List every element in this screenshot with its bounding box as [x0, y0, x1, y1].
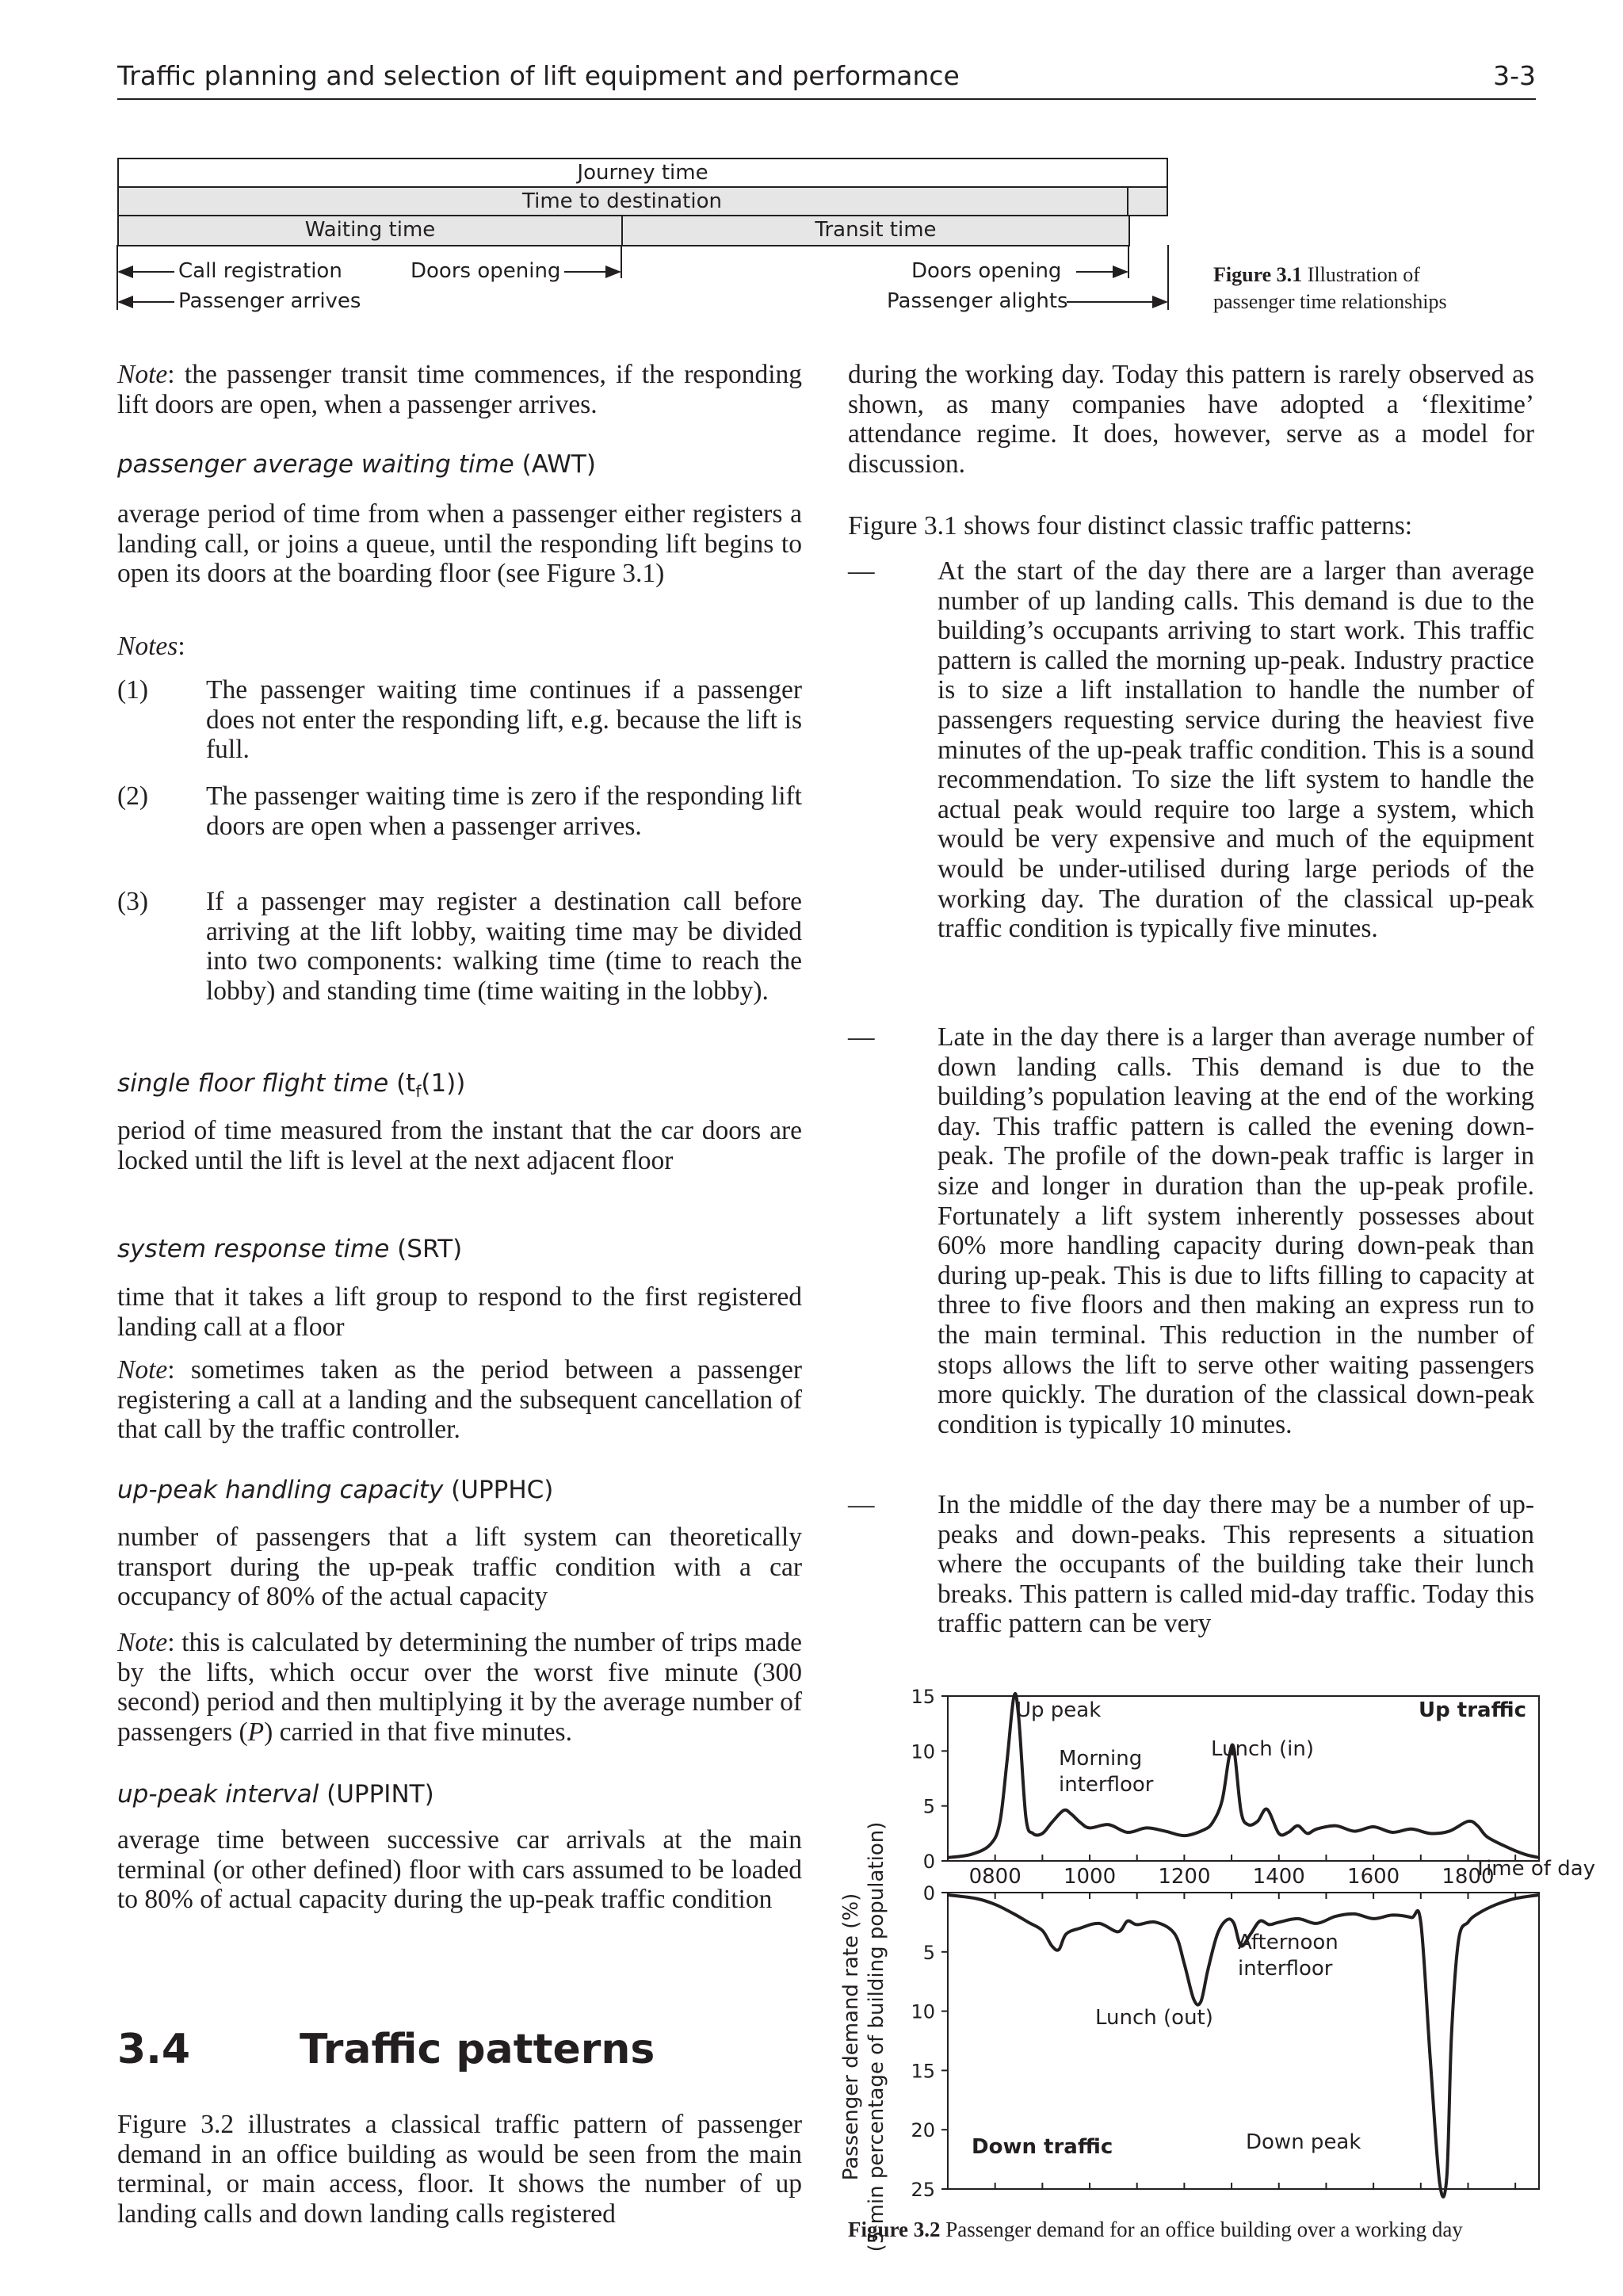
down-y-tick-label: 25 [911, 2179, 935, 2201]
doors-opening-label-1: Doors opening [411, 259, 561, 283]
bullet-3-text: In the middle of the day there may be a number of up-peaks and down-peaks. This represents a situation where the occupants of the building take their lunch breaks. This pattern is called mid-day traffic. Today this traffic pattern can be very [938, 1490, 1534, 1639]
annotation-down-peak: Down peak [1246, 2130, 1361, 2154]
figure-3-1-caption [1213, 262, 1447, 315]
figure-3-2-caption-label: Figure 3.2 [848, 2218, 941, 2241]
call-registration-label: Call registration [178, 259, 342, 283]
awt-term-abbr: (AWT) [521, 450, 596, 479]
chart-frame [911, 1686, 1539, 2201]
srt-note-text: : sometimes taken as the period between a passenger registering a call at a landing and the subsequent cancellation of that call by the traffic controller. [117, 1355, 802, 1445]
srt-term-abbr: (SRT) [397, 1235, 463, 1263]
transit-time-bar [621, 215, 1130, 246]
annotation-lunch-in: Lunch (in) [1211, 1737, 1315, 1761]
time-to-destination-label: Time to destination [522, 189, 722, 213]
srt-term-name: system response time [117, 1235, 390, 1263]
upphc-note-label: Note [117, 1628, 168, 1657]
header-rule [117, 98, 1536, 100]
x-tick-label: 0800 [968, 1865, 1022, 1889]
down-y-tick-label: 0 [922, 1882, 935, 1904]
y-axis-title-line2: (5 min percentage of building population) [865, 1821, 888, 2252]
srt-term [117, 1235, 462, 1263]
section-paragraph: Figure 3.2 illustrates a classical traffic pattern of passenger demand in an office building as would be seen from the main terminal, or main access, floor. It shows the number of up landing calls and down landing calls registered [117, 2110, 802, 2229]
sfft-definition: period of time measured from the instant that the car doors are locked until the lift is level at the next adjacent floor [117, 1116, 802, 1175]
upphc-note [117, 1628, 802, 1747]
notes-heading [117, 632, 276, 662]
notes-label: Notes [117, 632, 178, 661]
up-y-tick-label: 15 [911, 1686, 935, 1708]
sfft-symbol-close: (1)) [421, 1069, 466, 1098]
bullet-2-text: Late in the day there is a larger than average number of down landing calls. This demand is due to the building’s population leaving at the end of the working day. This traffic pattern is called the evening down-peak. The profile of the down-peak traffic is larger in size and longer in duration than the up-peak profile. Fortunately a lift system inherently possesses about 60% more handling capacity during down-peak than during up-peak. This is due to lifts filling to capacity at three to five floors and then making an express run to the main terminal. This reduction in the number of stops allows the lift to serve other waiting passengers more quickly. The duration of the classical down-peak condition is typically 10 minutes. [938, 1022, 1534, 1439]
section-title: Traffic patterns [300, 2026, 655, 2073]
note-3-number: (3) [117, 887, 149, 916]
x-tick-label: 1800 [1442, 1865, 1495, 1889]
down-y-tick-label: 15 [911, 2060, 935, 2083]
doors-opening-label-2: Doors opening [911, 259, 1062, 283]
section-number: 3.4 [117, 2026, 191, 2073]
down-y-tick-label: 10 [911, 2000, 935, 2023]
sfft-symbol-sub: f [415, 1082, 422, 1102]
sfft-symbol [396, 1069, 466, 1102]
note-3-text: If a passenger may register a destination call before arriving at the lift lobby, waiting time may be divided into two components: walking time (time to reach the lobby) and standing time (time waiting in the lobby). [206, 887, 802, 1006]
annotation-morning-line2: interfloor [1059, 1773, 1154, 1797]
sfft-term [117, 1069, 465, 1101]
note-2-number: (2) [117, 781, 149, 811]
patterns-intro: Figure 3.1 shows four distinct classic traffic patterns: [848, 511, 1413, 541]
down-y-tick-label: 5 [922, 1941, 935, 1964]
annotation-lunch-out: Lunch (out) [1095, 2006, 1213, 2030]
annotation-up-peak: Up peak [1016, 1698, 1102, 1722]
bullet-3-dash: — [848, 1490, 875, 1519]
figure-3-1-caption-label: Figure 3.1 [1213, 263, 1303, 286]
waiting-time-label: Waiting time [304, 218, 436, 242]
x-tick-label: 1600 [1347, 1865, 1400, 1889]
awt-definition: average period of time from when a passenger either registers a landing call, or joins a queue, until the responding lift begins to open its doors at the boarding floor (see Figure 3.1) [117, 499, 802, 589]
awt-term-name: passenger average waiting time [117, 450, 514, 479]
awt-term [117, 450, 596, 479]
page-number: 3-3 [1493, 60, 1536, 91]
uppint-definition: average time between successive car arrivals at the main terminal (or other defined) floor with cars assumed to be loaded to 80% of actual capacity during the up-peak traffic condition [117, 1825, 802, 1915]
figure-3-2-caption [848, 2218, 1463, 2242]
srt-note-label: Note [117, 1355, 168, 1385]
srt-definition: time that it takes a lift group to respond to the first registered landing call at a floor [117, 1282, 802, 1342]
annotation-down-traffic: Down traffic [972, 2135, 1113, 2159]
journey-time-label: Journey time [577, 161, 708, 185]
journey-time-bar [117, 158, 1168, 188]
figure-3-1-caption-line1: Illustration of [1307, 263, 1420, 286]
upphc-definition: number of passengers that a lift system can theoretically transport during the up-peak traffic condition with a car occupancy of 80% of the actual capacity [117, 1522, 802, 1612]
annotation-afternoon-line2: interfloor [1238, 1957, 1333, 1981]
note-2-text: The passenger waiting time is zero if the responding lift doors are open when a passenger arrives. [206, 781, 802, 841]
uppint-term-abbr: (UPPINT) [327, 1780, 434, 1809]
x-tick-label: 1400 [1252, 1865, 1305, 1889]
up-y-tick-label: 0 [922, 1851, 935, 1873]
y-axis-title-line1: Passenger demand rate (%) [839, 1893, 863, 2181]
transit-note [117, 360, 802, 419]
notes-colon: : [178, 632, 185, 661]
down-y-tick-label: 20 [911, 2119, 935, 2142]
annotation-up-traffic: Up traffic [1419, 1698, 1526, 1722]
x-tick-label: 1000 [1063, 1865, 1117, 1889]
note-1-text: The passenger waiting time continues if a passenger does not enter the responding lift, e.g. because the lift is full. [206, 675, 802, 765]
bullet-1-text: At the start of the day there are a larger than average number of up landing calls. This demand is due to the building’s occupants arriving to start work. This traffic pattern is called the morning up-peak. Industry practice is to size a lift installation to handle the number of passengers requesting service during the heaviest five minutes of the up-peak traffic condition. This is a sound recommendation. To size the lift system to handle the actual peak would require too large a system, which would be very expensive and much of the equipment would be under-utilised during large periods of the working day. The duration of the classical up-peak traffic condition is typically five minutes. [938, 556, 1534, 944]
note-1-number: (1) [117, 675, 149, 705]
sfft-term-name: single floor flight time [117, 1069, 389, 1098]
sfft-symbol-open: (t [396, 1069, 416, 1098]
transit-note-label: Note [117, 360, 168, 389]
waiting-time-bar [117, 215, 623, 246]
bullet-2-dash: — [848, 1022, 875, 1052]
upphc-term-name: up-peak handling capacity [117, 1476, 444, 1504]
upphc-note-text-a: : this is calculated by determining the number of trips made by the lifts, which occur over the worst five minute (300 second) period and then multiplying it by the average number of passengers ( [117, 1628, 802, 1747]
transit-note-text: : the passenger transit time commences, if the responding lift doors are open, when a passenger arrives. [117, 360, 802, 419]
bullet-1-dash: — [848, 556, 875, 586]
passenger-arrives-label: Passenger arrives [178, 289, 361, 313]
upphc-term-abbr: (UPPHC) [451, 1476, 554, 1504]
figure-3-1-caption-line2: passenger time relationships [1213, 290, 1447, 313]
uppint-term-name: up-peak interval [117, 1780, 319, 1809]
uppint-term [117, 1780, 434, 1809]
srt-note [117, 1355, 802, 1445]
upphc-note-p: P [247, 1717, 265, 1747]
running-header: Traffic planning and selection of lift equipment and performance [117, 60, 960, 91]
x-tick-label: 1200 [1158, 1865, 1211, 1889]
up-y-tick-label: 10 [911, 1740, 935, 1763]
upphc-term [117, 1476, 553, 1504]
up-y-tick-label: 5 [922, 1795, 935, 1818]
passenger-alights-label: Passenger alights [887, 289, 1068, 313]
annotation-morning-line1: Morning [1059, 1747, 1143, 1771]
x-axis-title: Time of day [1474, 1857, 1596, 1881]
annotation-afternoon-line1: Afternoon [1238, 1931, 1338, 1954]
transit-time-label: Transit time [815, 218, 937, 242]
time-to-destination-span [117, 188, 1128, 216]
continued-paragraph: during the working day. Today this pattern is rarely observed as shown, as many companies have adopted a ‘flexitime’ attendance regime. It does, however, serve as a model for discussion. [848, 360, 1534, 479]
figure-3-2-caption-text: Passenger demand for an office building over a working day [945, 2218, 1463, 2241]
upphc-note-text-b: ) carried in that five minutes. [264, 1717, 572, 1747]
